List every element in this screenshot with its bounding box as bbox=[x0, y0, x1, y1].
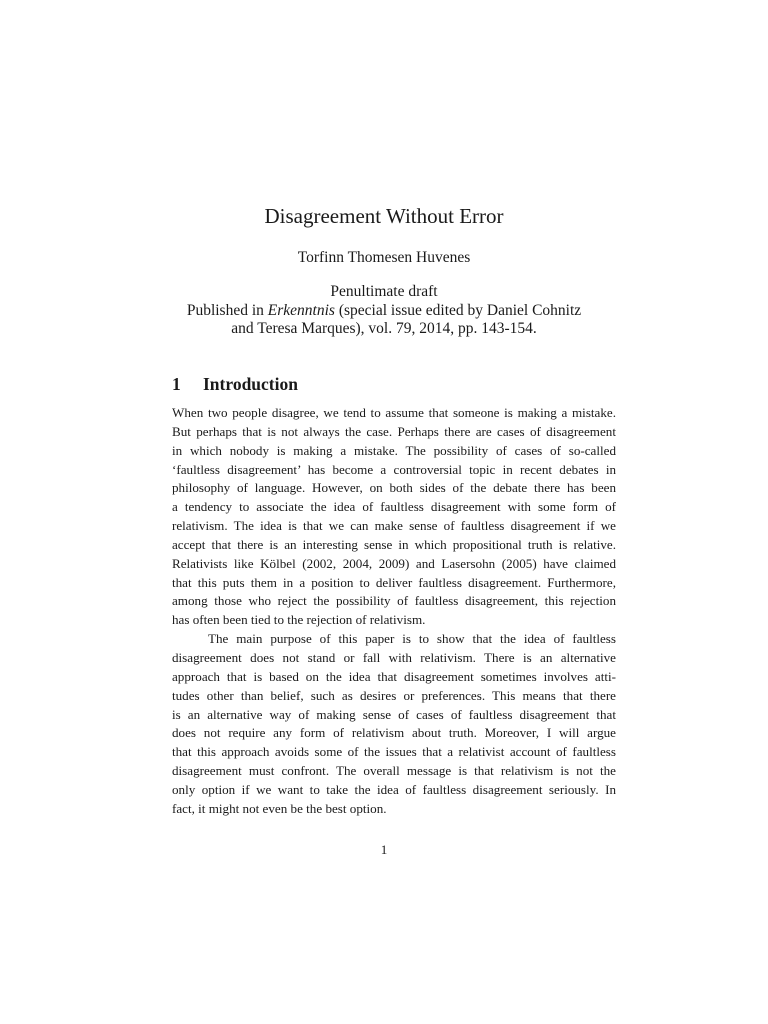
text-line: among those who reject the possibility of faultless disagreement, this rejection bbox=[172, 593, 616, 609]
publication-info bbox=[0, 283, 768, 339]
section-title: Introduction bbox=[203, 374, 298, 394]
page-number: 1 bbox=[380, 842, 388, 857]
text-line: fact, it might not even be the best option. bbox=[172, 800, 387, 816]
text-line: But perhaps that is not always the case. Perhaps there are cases of disagreement bbox=[172, 423, 616, 439]
section-heading bbox=[172, 373, 298, 395]
text-line: disagreement does not stand or fall with relativism. There is an alternative bbox=[172, 649, 616, 665]
publication-prefix: Published in bbox=[186, 301, 268, 319]
text-line: has often been tied to the rejection of relativism. bbox=[172, 612, 426, 628]
publication-line-1 bbox=[0, 302, 768, 321]
text-line: philosophy of language. However, on both sides of the debate there has been bbox=[172, 480, 616, 496]
text-line: in which nobody is making a mistake. The possibility of cases of so-called bbox=[172, 442, 616, 458]
text-line: does not require any form of relativism about truth. Moreover, I will argue bbox=[172, 725, 616, 741]
text-line: tudes other than belief, such as desires or preferences. This means that there bbox=[172, 687, 616, 703]
author-name: Torfinn Thomesen Huvenes bbox=[297, 249, 471, 266]
draft-status: Penultimate draft bbox=[330, 283, 438, 300]
text-line: accept that there is an interesting sense in which propositional truth is relative. bbox=[172, 536, 616, 552]
text-line: The main purpose of this paper is to show that the idea of faultless bbox=[208, 631, 616, 647]
text-line: When two people disagree, we tend to assume that someone is making a mistake. bbox=[172, 405, 616, 420]
paper-title: Disagreement Without Error bbox=[264, 204, 504, 228]
text-line: Relativists like Kölbel (2002, 2004, 2009) and Lasersohn (2005) have claimed bbox=[172, 555, 616, 571]
text-line: that this puts them in a position to deliver faultless disagreement. Furthermore, bbox=[172, 574, 616, 590]
text-line: that this approach avoids some of the issues that a relativist account of faultless bbox=[172, 744, 616, 760]
text-line: ‘faultless disagreement’ has become a controversial topic in recent debates in bbox=[172, 461, 616, 477]
text-line: disagreement must confront. The overall message is that relativism is not the bbox=[172, 763, 616, 779]
journal-name: Erkenntnis bbox=[267, 301, 335, 319]
section-number: 1 bbox=[172, 374, 181, 394]
paragraph bbox=[172, 404, 616, 630]
publication-suffix: (special issue edited by Daniel Cohnitz bbox=[334, 301, 582, 319]
text-line: a tendency to associate the idea of faultless disagreement with some form of bbox=[172, 499, 616, 515]
text-line: approach that is based on the idea that disagreement sometimes involves atti- bbox=[172, 668, 616, 684]
paragraph bbox=[172, 630, 616, 818]
text-line: relativism. The idea is that we can make sense of faultless disagreement if we bbox=[172, 518, 616, 534]
text-line: is an alternative way of making sense of cases of faultless disagreement that bbox=[172, 706, 616, 722]
body-text bbox=[172, 404, 616, 819]
publication-line-2: and Teresa Marques), vol. 79, 2014, pp. 143-154. bbox=[231, 320, 537, 337]
text-line: only option if we want to take the idea of faultless disagreement seriously. In bbox=[172, 781, 616, 797]
